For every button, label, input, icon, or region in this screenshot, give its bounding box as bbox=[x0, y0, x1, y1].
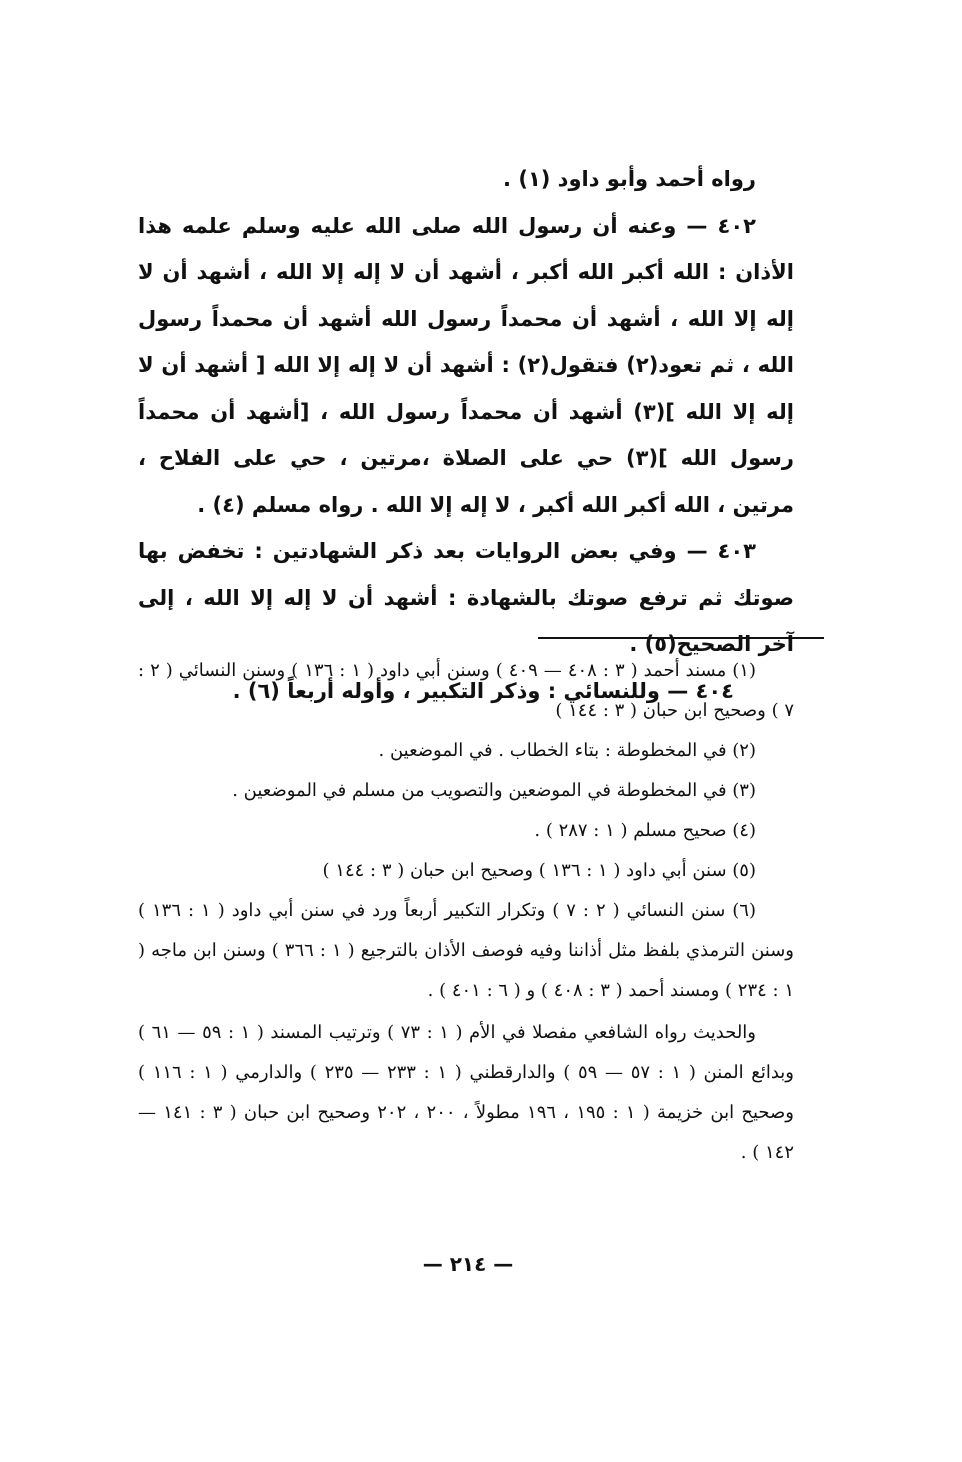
footnote-2: (٢) في المخطوطة : بتاء الخطاب . في الموضعين . bbox=[378, 740, 756, 761]
hadith-404: ٤٠٤ — وللنسائي : وذكر التكبير ، وأوله أربعاً (٦) . bbox=[232, 678, 734, 703]
page-number: — ٢١٤ — bbox=[422, 1252, 514, 1276]
footnote-5: (٥) سنن أبي داود ( ١ : ١٣٦ ) وصحيح ابن حبان ( ٣ : ١٤٤ ) bbox=[322, 860, 756, 881]
footnotes bbox=[138, 651, 794, 1173]
footnote-3: (٣) في المخطوطة في الموضعين والتصويب من مسلم في الموضعين . bbox=[232, 780, 756, 801]
hadith-sources-note: والحديث رواه الشافعي مفصلا في الأم ( ١ : ٧٣ ) وترتيب المسند ( ١ : ٥٩ — ٦١ ) وبدائع المنن ( ١ : ٥٧ — ٥٩ ) والدارقطني ( ١ : ٢٣٣ — ٢٣٥ ) والدارمي ( ١ : ١١٦ ) وصحيح ابن خزيمة ( ١ : ١٩٥ ، ١٩٦ مطولاً ، ٢٠٠ ، ٢٠٢ وصحيح ابن حبان ( ٣ : ١٤١ — ١٤٢ ) . bbox=[138, 1022, 795, 1163]
footnote-separator bbox=[538, 637, 824, 639]
hadith-403: ٤٠٣ — وفي بعض الروايات بعد ذكر الشهادتين : تخفض بها صوتك ثم ترفع صوتك بالشهادة : أشهد أن لا إله إلا الله ، إلى آخر الصحيح(٥) . bbox=[138, 539, 794, 656]
hadith-402: ٤٠٢ — وعنه أن رسول الله صلى الله عليه وسلم علمه هذا الأذان : الله أكبر الله أكبر ، أشهد أن لا إله إلا الله ، أشهد أن لا إله إلا الله ، أشهد أن محمداً رسول الله أشهد أن محمداً رسول الله ، ثم تعود(٢) فتقول(٢) : أشهد أن لا إله إلا الله [ أشهد أن لا إله إلا الله ](٣) أشهد أن محمداً رسول الله ، [أشهد أن محمداً رسول الله ](٣) حي على الصلاة ،مرتين ، حي على الفلاح ، مرتين ، الله أكبر الله أكبر ، لا إله إلا الله . رواه مسلم (٤) . bbox=[138, 213, 795, 517]
footnote-1: (١) مسند أحمد ( ٣ : ٤٠٨ — ٤٠٩ ) وسنن أبي داود ( ١ : ١٣٦ ) وسنن النسائي ( ٢ : ٧ ) وصحيح ابن حبان ( ٣ : ١٤٤ ) bbox=[138, 660, 794, 721]
main-text bbox=[138, 156, 794, 714]
source-line: رواه أحمد وأبو داود (١) . bbox=[503, 167, 756, 191]
footnote-6: (٦) سنن النسائي ( ٢ : ٧ ) وتكرار التكبير أربعاً ورد في سنن أبي داود ( ١ : ١٣٦ ) وسنن الترمذي بلفظ مثل أذاننا وفيه فوصف الأذان بالترجيع ( ١ : ٣٦٦ ) وسنن ابن ماجه ( ١ : ٢٣٤ ) ومسند أحمد ( ٣ : ٤٠٨ ) و ( ٦ : ٤٠١ ) . bbox=[138, 900, 794, 1001]
footnote-4: (٤) صحيح مسلم ( ١ : ٢٨٧ ) . bbox=[534, 820, 756, 841]
